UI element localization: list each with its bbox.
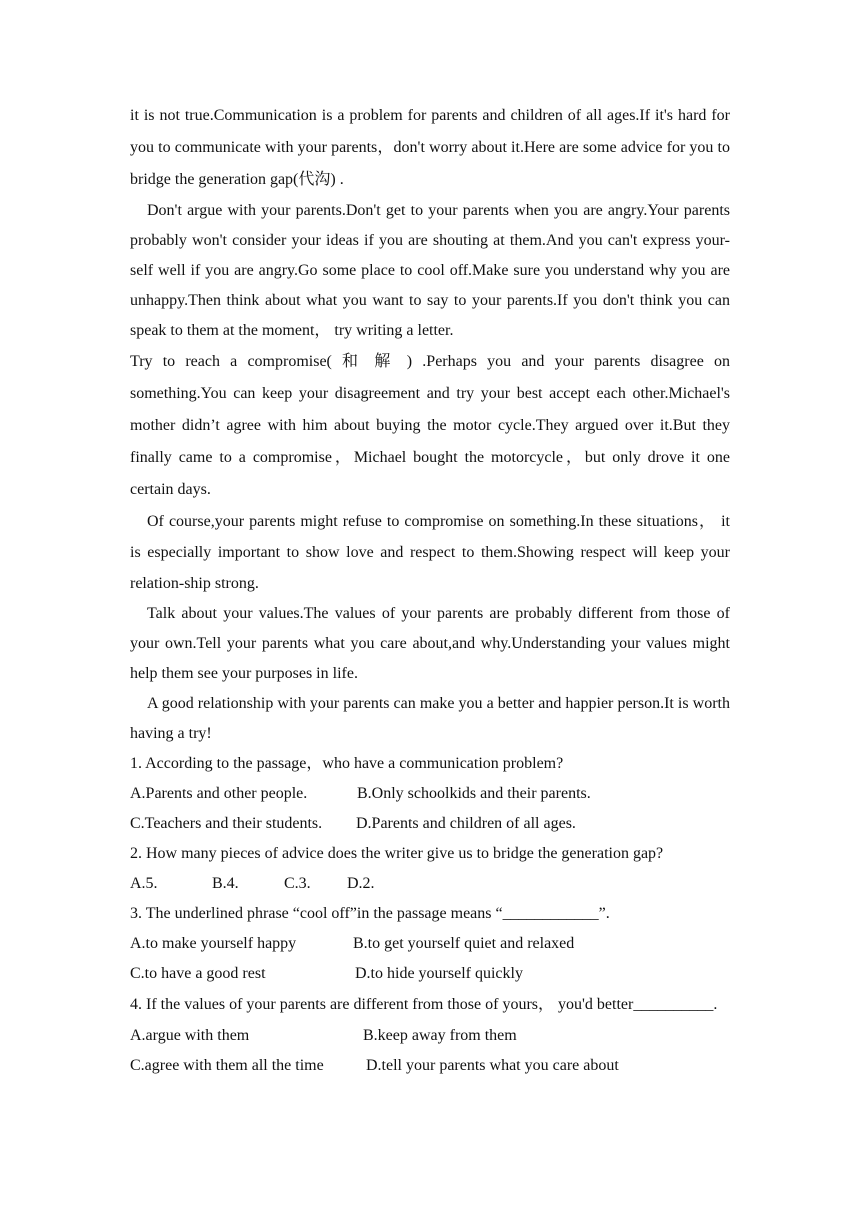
question-2-option-d: D.2. (347, 875, 375, 892)
question-2-stem: 2. How many pieces of advice does the writer give us to bridge the generation gap? (130, 845, 664, 862)
document-page (130, 100, 730, 1081)
question-3-options-row-1 (130, 929, 730, 959)
question-4-options-row-2 (130, 1051, 730, 1081)
question-1-option-a: A.Parents and other people. (130, 785, 308, 802)
question-1-options-row-1 (130, 779, 730, 809)
question-3-option-d: D.to hide yourself quickly (355, 965, 523, 982)
question-4-option-c: C.agree with them all the time (130, 1057, 324, 1074)
passage-paragraph-3: Of course,your parents might refuse to compromise on something.In these situations， it is especially important to show love and respect to them.Showing respect will keep your relation-ship strong. (130, 513, 730, 592)
passage-paragraph-0: it is not true.Communication is a problem for parents and children of all ages.If it's hard for you to communicate with your parents，don't worry about it.Here are some advice for you to bridge the generation gap(代沟) . (130, 107, 730, 188)
question-3-options-row-2 (130, 959, 730, 989)
question-1-options-row-2 (130, 809, 730, 839)
question-4-stem: 4. If the values of your parents are different from those of yours， you'd better__________. (130, 996, 718, 1013)
question-3-stem: 3. The underlined phrase “cool off”in the passage means “____________”. (130, 905, 610, 922)
question-1-stem: 1. According to the passage，who have a communication problem? (130, 755, 564, 772)
question-2-option-a: A.5. (130, 875, 158, 892)
question-1-option-c: C.Teachers and their students. (130, 815, 323, 832)
passage-paragraph-1: Don't argue with your parents.Don't get to your parents when you are angry.Your parents probably won't consider your ideas if you are shouting at them.And you can't express your-self well if you are angry.Go some place to cool off.Make sure you understand why you are unhappy.Then think about what you want to say to your parents.If you don't think you can speak to them at the moment， try writing a letter. (130, 202, 730, 339)
question-4-option-b: B.keep away from them (363, 1027, 517, 1044)
question-3-option-c: C.to have a good rest (130, 965, 266, 982)
question-2-option-c: C.3. (284, 875, 311, 892)
passage-paragraph-5: A good relationship with your parents can make you a better and happier person.It is worth having a try! (130, 695, 730, 742)
passage-paragraph-4: Talk about your values.The values of your parents are probably different from those of your own.Tell your parents what you care about,and why.Understanding your values might help them see your purposes in life. (130, 605, 730, 682)
question-4-option-d: D.tell your parents what you care about (366, 1057, 619, 1074)
question-4-options-row-1 (130, 1021, 730, 1051)
question-1-option-b: B.Only schoolkids and their parents. (357, 785, 591, 802)
question-1-option-d: D.Parents and children of all ages. (356, 815, 576, 832)
question-2-options-row (130, 869, 730, 899)
question-4-option-a: A.argue with them (130, 1027, 250, 1044)
passage-paragraph-2: Try to reach a compromise( 和 解 ) .Perhaps you and your parents disagree on something.You can keep your disagreement and try your best accept each other.Michael's mother didn’t agree with him about buying the motor cycle.They argued over it.But they finally came to a compromise，Michael bought the motorcycle，but only drove it one certain days. (130, 353, 730, 498)
question-3-option-b: B.to get yourself quiet and relaxed (353, 935, 575, 952)
question-3-option-a: A.to make yourself happy (130, 935, 297, 952)
question-2-option-b: B.4. (212, 875, 239, 892)
